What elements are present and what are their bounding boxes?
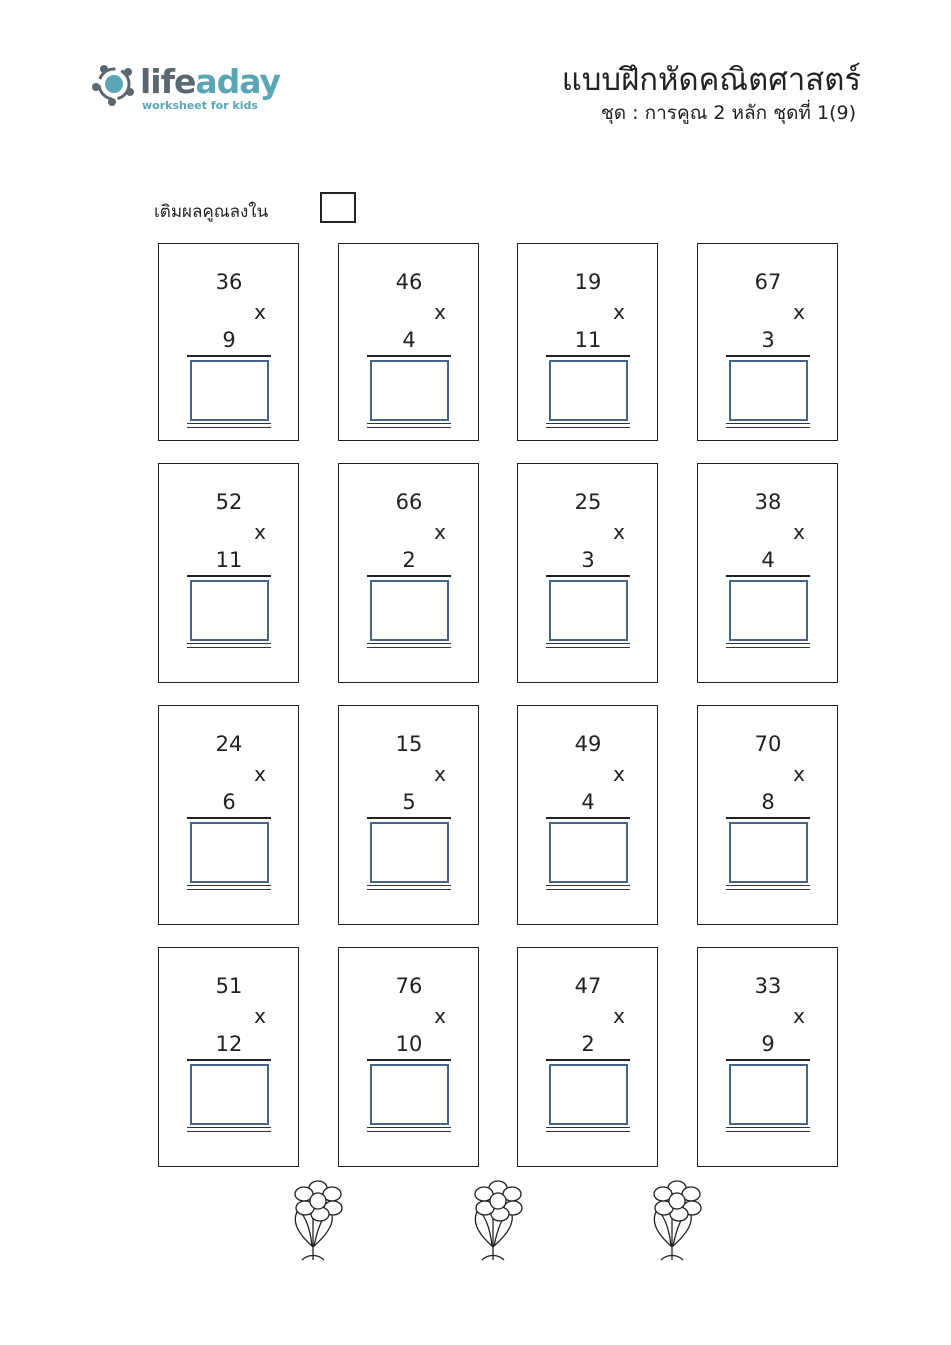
multiplier: 10 xyxy=(395,1032,423,1056)
double-underline xyxy=(367,643,451,648)
problem-card xyxy=(158,243,299,441)
multiplicand: 52 xyxy=(215,490,243,514)
double-underline xyxy=(726,643,810,648)
multiplicand: 46 xyxy=(395,270,423,294)
problem-card xyxy=(517,243,658,441)
problem-card xyxy=(338,705,479,925)
answer-box[interactable] xyxy=(729,822,808,883)
multiplicand: 24 xyxy=(215,732,243,756)
multiplier: 4 xyxy=(402,328,416,352)
problem-card xyxy=(158,705,299,925)
answer-rule xyxy=(546,1059,630,1061)
multiply-sign: x xyxy=(793,762,805,786)
logo-tagline: worksheet for kids xyxy=(142,99,258,112)
multiply-sign: x xyxy=(254,762,266,786)
answer-box[interactable] xyxy=(190,580,269,641)
answer-rule xyxy=(367,355,451,357)
multiply-sign: x xyxy=(793,520,805,544)
answer-box[interactable] xyxy=(549,360,628,421)
problem-card xyxy=(697,947,838,1167)
multiplier: 2 xyxy=(581,1032,595,1056)
multiplicand: 25 xyxy=(574,490,602,514)
multiplicand: 51 xyxy=(215,974,243,998)
double-underline xyxy=(726,423,810,428)
multiply-sign: x xyxy=(613,520,625,544)
multiplier: 5 xyxy=(402,790,416,814)
multiplier: 12 xyxy=(215,1032,243,1056)
answer-rule xyxy=(726,817,810,819)
answer-box[interactable] xyxy=(729,580,808,641)
answer-box[interactable] xyxy=(190,1064,269,1125)
answer-rule xyxy=(546,817,630,819)
answer-box[interactable] xyxy=(190,822,269,883)
double-underline xyxy=(726,1127,810,1132)
multiply-sign: x xyxy=(613,1004,625,1028)
double-underline xyxy=(367,423,451,428)
worksheet-subtitle: ชุด : การคูณ 2 หลัก ชุดที่ 1(9) xyxy=(600,102,856,124)
flower-icon xyxy=(468,1180,528,1262)
worksheet-title: แบบฝึกหัดคณิตศาสตร์ xyxy=(561,62,861,98)
double-underline xyxy=(187,1127,271,1132)
multiply-sign: x xyxy=(434,762,446,786)
answer-box[interactable] xyxy=(549,822,628,883)
answer-box[interactable] xyxy=(190,360,269,421)
multiplicand: 49 xyxy=(574,732,602,756)
double-underline xyxy=(367,1127,451,1132)
multiplicand: 15 xyxy=(395,732,423,756)
multiplicand: 67 xyxy=(754,270,782,294)
answer-rule xyxy=(726,575,810,577)
multiplicand: 19 xyxy=(574,270,602,294)
multiplier: 6 xyxy=(222,790,236,814)
multiplier: 3 xyxy=(581,548,595,572)
multiplicand: 33 xyxy=(754,974,782,998)
multiplier: 4 xyxy=(581,790,595,814)
answer-rule xyxy=(367,575,451,577)
answer-box[interactable] xyxy=(549,580,628,641)
problem-card xyxy=(697,705,838,925)
double-underline xyxy=(546,423,630,428)
multiply-sign: x xyxy=(254,300,266,324)
problem-card xyxy=(338,243,479,441)
multiplier: 9 xyxy=(222,328,236,352)
double-underline xyxy=(367,885,451,890)
answer-rule xyxy=(546,575,630,577)
multiplier: 9 xyxy=(761,1032,775,1056)
logo-wordmark: lifeaday xyxy=(140,62,281,101)
double-underline xyxy=(546,1127,630,1132)
problem-card xyxy=(158,463,299,683)
problem-card xyxy=(517,947,658,1167)
multiplier: 4 xyxy=(761,548,775,572)
multiplier: 11 xyxy=(215,548,243,572)
answer-rule xyxy=(726,1059,810,1061)
double-underline xyxy=(546,885,630,890)
answer-rule xyxy=(726,355,810,357)
multiply-sign: x xyxy=(793,1004,805,1028)
answer-rule xyxy=(187,817,271,819)
problem-card xyxy=(517,463,658,683)
answer-rule xyxy=(187,1059,271,1061)
multiplicand: 38 xyxy=(754,490,782,514)
problem-card xyxy=(697,243,838,441)
answer-box[interactable] xyxy=(370,360,449,421)
answer-box[interactable] xyxy=(370,822,449,883)
answer-box[interactable] xyxy=(370,580,449,641)
answer-rule xyxy=(367,1059,451,1061)
answer-rule xyxy=(367,817,451,819)
multiply-sign: x xyxy=(434,520,446,544)
double-underline xyxy=(187,423,271,428)
problem-card xyxy=(338,463,479,683)
multiply-sign: x xyxy=(613,762,625,786)
multiplicand: 36 xyxy=(215,270,243,294)
answer-rule xyxy=(187,355,271,357)
answer-box[interactable] xyxy=(729,360,808,421)
flower-icon xyxy=(647,1180,707,1262)
multiply-sign: x xyxy=(254,520,266,544)
multiply-sign: x xyxy=(434,300,446,324)
double-underline xyxy=(726,885,810,890)
multiplier: 2 xyxy=(402,548,416,572)
double-underline xyxy=(187,885,271,890)
answer-box[interactable] xyxy=(729,1064,808,1125)
answer-rule xyxy=(546,355,630,357)
answer-box[interactable] xyxy=(549,1064,628,1125)
multiplier: 8 xyxy=(761,790,775,814)
double-underline xyxy=(187,643,271,648)
multiplicand: 47 xyxy=(574,974,602,998)
multiply-sign: x xyxy=(793,300,805,324)
answer-box[interactable] xyxy=(370,1064,449,1125)
multiplicand: 70 xyxy=(754,732,782,756)
problem-card xyxy=(517,705,658,925)
multiply-sign: x xyxy=(613,300,625,324)
problem-card xyxy=(697,463,838,683)
multiplicand: 66 xyxy=(395,490,423,514)
problem-card xyxy=(338,947,479,1167)
flower-icon xyxy=(288,1180,348,1262)
multiplier: 11 xyxy=(574,328,602,352)
problem-card xyxy=(158,947,299,1167)
multiply-sign: x xyxy=(254,1004,266,1028)
answer-rule xyxy=(187,575,271,577)
logo-molecule-icon xyxy=(90,60,138,108)
multiplier: 3 xyxy=(761,328,775,352)
lifeaday-logo xyxy=(90,60,290,120)
multiplicand: 76 xyxy=(395,974,423,998)
double-underline xyxy=(546,643,630,648)
instruction-text: เติมผลคูณลงใน xyxy=(154,202,269,222)
instruction-example-box xyxy=(320,192,356,223)
multiply-sign: x xyxy=(434,1004,446,1028)
